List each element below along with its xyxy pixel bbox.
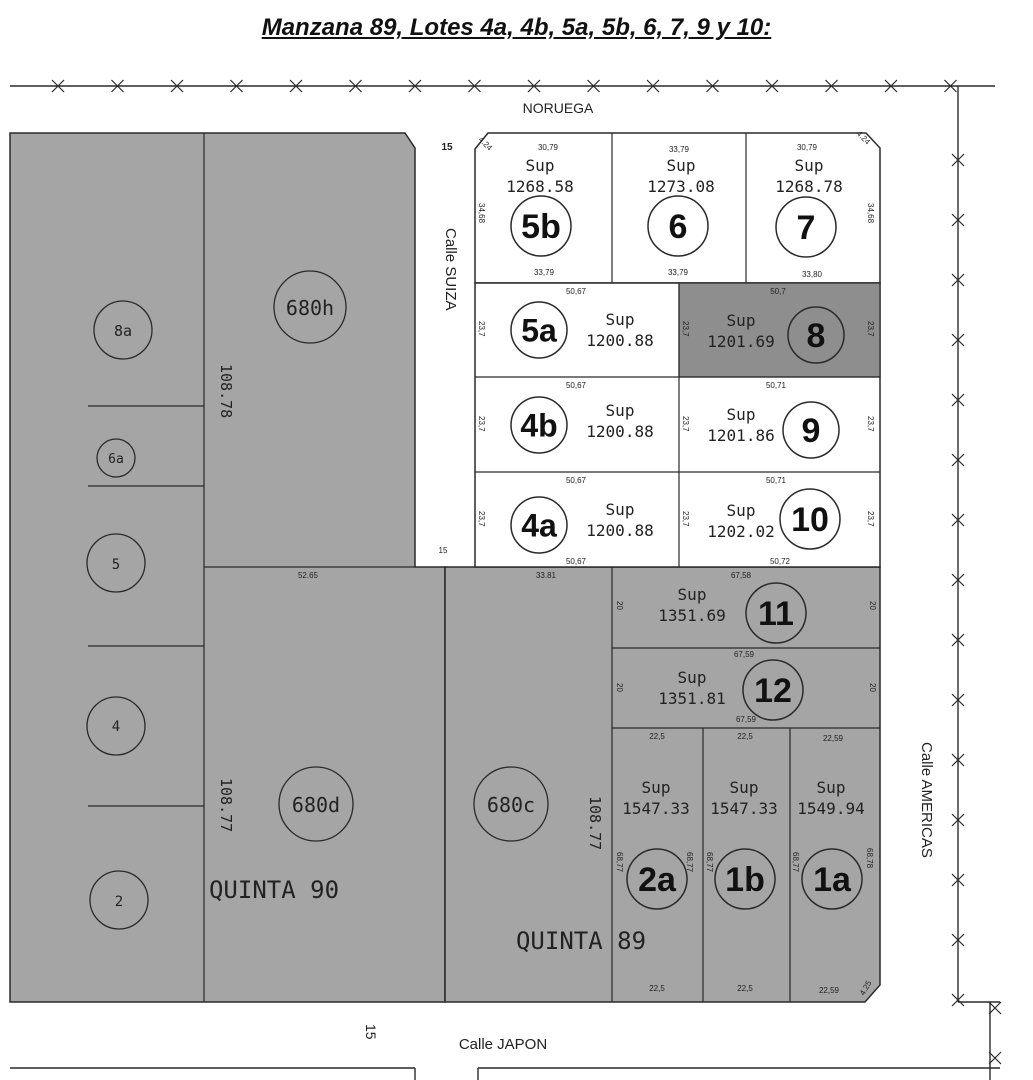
dim-label: 23,7 bbox=[477, 321, 486, 337]
lot-sup-label: Sup bbox=[605, 401, 635, 420]
dim-label: 50,71 bbox=[765, 381, 787, 390]
lot-sup-label: Sup bbox=[726, 405, 756, 424]
street-width-suiza-bottom: 15 bbox=[438, 546, 448, 555]
dim-label: 22,5 bbox=[649, 984, 665, 993]
dim-label: 23,7 bbox=[477, 416, 486, 432]
svg-text:680h: 680h bbox=[285, 296, 335, 320]
chamfer-bottom-right: 4.25 bbox=[857, 979, 874, 997]
lot-number: 10 bbox=[791, 501, 829, 540]
lot-sup-value: 1202.02 bbox=[707, 522, 775, 541]
dim-label: 22,59 bbox=[818, 986, 840, 995]
dim-label: 50,67 bbox=[565, 381, 587, 390]
lot-number: 11 bbox=[758, 595, 794, 634]
lot-sup-label: Sup bbox=[816, 778, 846, 797]
dim-label: 68,77 bbox=[791, 852, 800, 873]
lot-sup-value: 1268.78 bbox=[775, 177, 843, 196]
lot-sup-label: Sup bbox=[605, 500, 635, 519]
lot-number: 8 bbox=[806, 317, 826, 356]
dim-label: 50,7 bbox=[770, 287, 786, 296]
lot-sup-label: Sup bbox=[726, 501, 756, 520]
lot-sup-label: Sup bbox=[726, 311, 756, 330]
lot-number: 1b bbox=[725, 861, 765, 900]
dim-q90-bottom-depth: 108.77 bbox=[217, 778, 235, 833]
lot-sup-value: 1200.88 bbox=[586, 422, 654, 441]
dim-label: 20 bbox=[615, 683, 624, 692]
dim-label: 33,79 bbox=[668, 145, 690, 154]
lot-sup-value: 1547.33 bbox=[710, 799, 778, 818]
street-japon: Calle JAPON bbox=[458, 1036, 548, 1053]
lot-number: 2a bbox=[638, 861, 676, 900]
dim-label: 34,68 bbox=[477, 203, 486, 224]
street-noruega: NORUEGA bbox=[522, 100, 594, 116]
lot-sup-label: Sup bbox=[525, 156, 555, 175]
dim-label: 67,59 bbox=[733, 650, 755, 659]
lot-sup-label: Sup bbox=[794, 156, 824, 175]
lot-number: 4b bbox=[520, 407, 558, 444]
lot-sup-label: Sup bbox=[729, 778, 759, 797]
svg-text:680d: 680d bbox=[291, 793, 341, 817]
dim-label: 23,7 bbox=[866, 416, 875, 432]
lot-number: 1a bbox=[813, 861, 851, 900]
lot-sup-label: Sup bbox=[605, 310, 635, 329]
dim-label: 22,59 bbox=[822, 734, 844, 743]
quinta-90-label: QUINTA 90 bbox=[208, 876, 340, 904]
dim-label: 30,79 bbox=[537, 143, 559, 152]
svg-text:680c: 680c bbox=[486, 793, 536, 817]
lot-sup-value: 1547.33 bbox=[622, 799, 690, 818]
lot-sup-value: 1201.86 bbox=[707, 426, 775, 445]
dim-label: 67,59 bbox=[735, 715, 757, 724]
lot-sup-value: 1549.94 bbox=[797, 799, 865, 818]
svg-text:8a: 8a bbox=[113, 322, 133, 340]
lot-number: 5a bbox=[521, 312, 557, 349]
quinta-90-block bbox=[10, 133, 445, 1002]
dim-label: 20 bbox=[615, 601, 624, 610]
lot-sup-value: 1201.69 bbox=[707, 332, 775, 351]
lot-sup-value: 1200.88 bbox=[586, 331, 654, 350]
dim-q90-top-depth: 108.78 bbox=[217, 364, 235, 419]
dim-label: 22,5 bbox=[737, 732, 753, 741]
lot-sup-value: 1351.69 bbox=[658, 606, 726, 625]
dim-label: 50,67 bbox=[565, 287, 587, 296]
dim-label: 20 bbox=[868, 601, 877, 610]
lot-sup-label: Sup bbox=[677, 668, 707, 687]
dim-label: 23,7 bbox=[866, 321, 875, 337]
street-width-suiza-top: 15 bbox=[441, 142, 453, 153]
svg-text:6a: 6a bbox=[108, 452, 124, 467]
dim-q89-depth: 108.77 bbox=[586, 796, 604, 851]
chamfer-top-left: 4.24 bbox=[476, 135, 494, 153]
lot-sup-label: Sup bbox=[666, 156, 696, 175]
street-width-japon: 15 bbox=[363, 1024, 379, 1040]
dim-label: 67,58 bbox=[730, 571, 752, 580]
lot-sup-value: 1200.88 bbox=[586, 521, 654, 540]
dim-label: 23,7 bbox=[477, 511, 486, 527]
dim-label: 50,71 bbox=[765, 476, 787, 485]
svg-text:2: 2 bbox=[114, 894, 124, 910]
dim-label: 33,80 bbox=[801, 270, 823, 279]
dim-label: 50,67 bbox=[565, 476, 587, 485]
dim-q89-width-left: 33.81 bbox=[535, 571, 557, 580]
dim-label: 68,77 bbox=[615, 852, 624, 873]
dim-label: 68,77 bbox=[685, 852, 694, 873]
dim-label: 33,79 bbox=[533, 268, 555, 277]
dim-label: 68,78 bbox=[865, 848, 874, 869]
quinta-89-label: QUINTA 89 bbox=[515, 927, 647, 955]
lot-sup-value: 1268.58 bbox=[506, 177, 574, 196]
lot-number: 5b bbox=[521, 208, 561, 247]
dim-label: 23,7 bbox=[866, 511, 875, 527]
lot-sup-label: Sup bbox=[677, 585, 707, 604]
chamfer-top-right: 4.24 bbox=[854, 129, 872, 147]
lot-number: 6 bbox=[668, 208, 688, 247]
dim-label: 23,7 bbox=[681, 416, 690, 432]
dim-label: 23,7 bbox=[681, 511, 690, 527]
lot-sup-label: Sup bbox=[641, 778, 671, 797]
dim-label: 20 bbox=[868, 683, 877, 692]
svg-text:4: 4 bbox=[111, 719, 121, 735]
dim-label: 30,79 bbox=[796, 143, 818, 152]
dim-label: 50,72 bbox=[769, 557, 791, 566]
dim-label: 23,7 bbox=[681, 321, 690, 337]
lot-number: 7 bbox=[796, 209, 816, 248]
dim-label: 22,5 bbox=[737, 984, 753, 993]
lot-number: 9 bbox=[801, 412, 821, 451]
svg-text:5: 5 bbox=[111, 557, 121, 573]
street-americas: Calle AMERICAS bbox=[918, 742, 935, 858]
lot-sup-value: 1273.08 bbox=[647, 177, 715, 196]
street-suiza: Calle SUIZA bbox=[442, 228, 459, 311]
dim-label: 34,68 bbox=[866, 203, 875, 224]
lot-number: 4a bbox=[521, 507, 557, 544]
lot-number: 12 bbox=[754, 672, 792, 711]
dim-label: 50,67 bbox=[565, 557, 587, 566]
dim-label: 22,5 bbox=[649, 732, 665, 741]
dim-label: 68,77 bbox=[705, 852, 714, 873]
lot-sup-value: 1351.81 bbox=[658, 689, 726, 708]
dim-label: 33,79 bbox=[667, 268, 689, 277]
dim-q90-width: 52.65 bbox=[297, 571, 319, 580]
page-title: Manzana 89, Lotes 4a, 4b, 5a, 5b, 6, 7, 9 y 10: bbox=[261, 14, 772, 41]
